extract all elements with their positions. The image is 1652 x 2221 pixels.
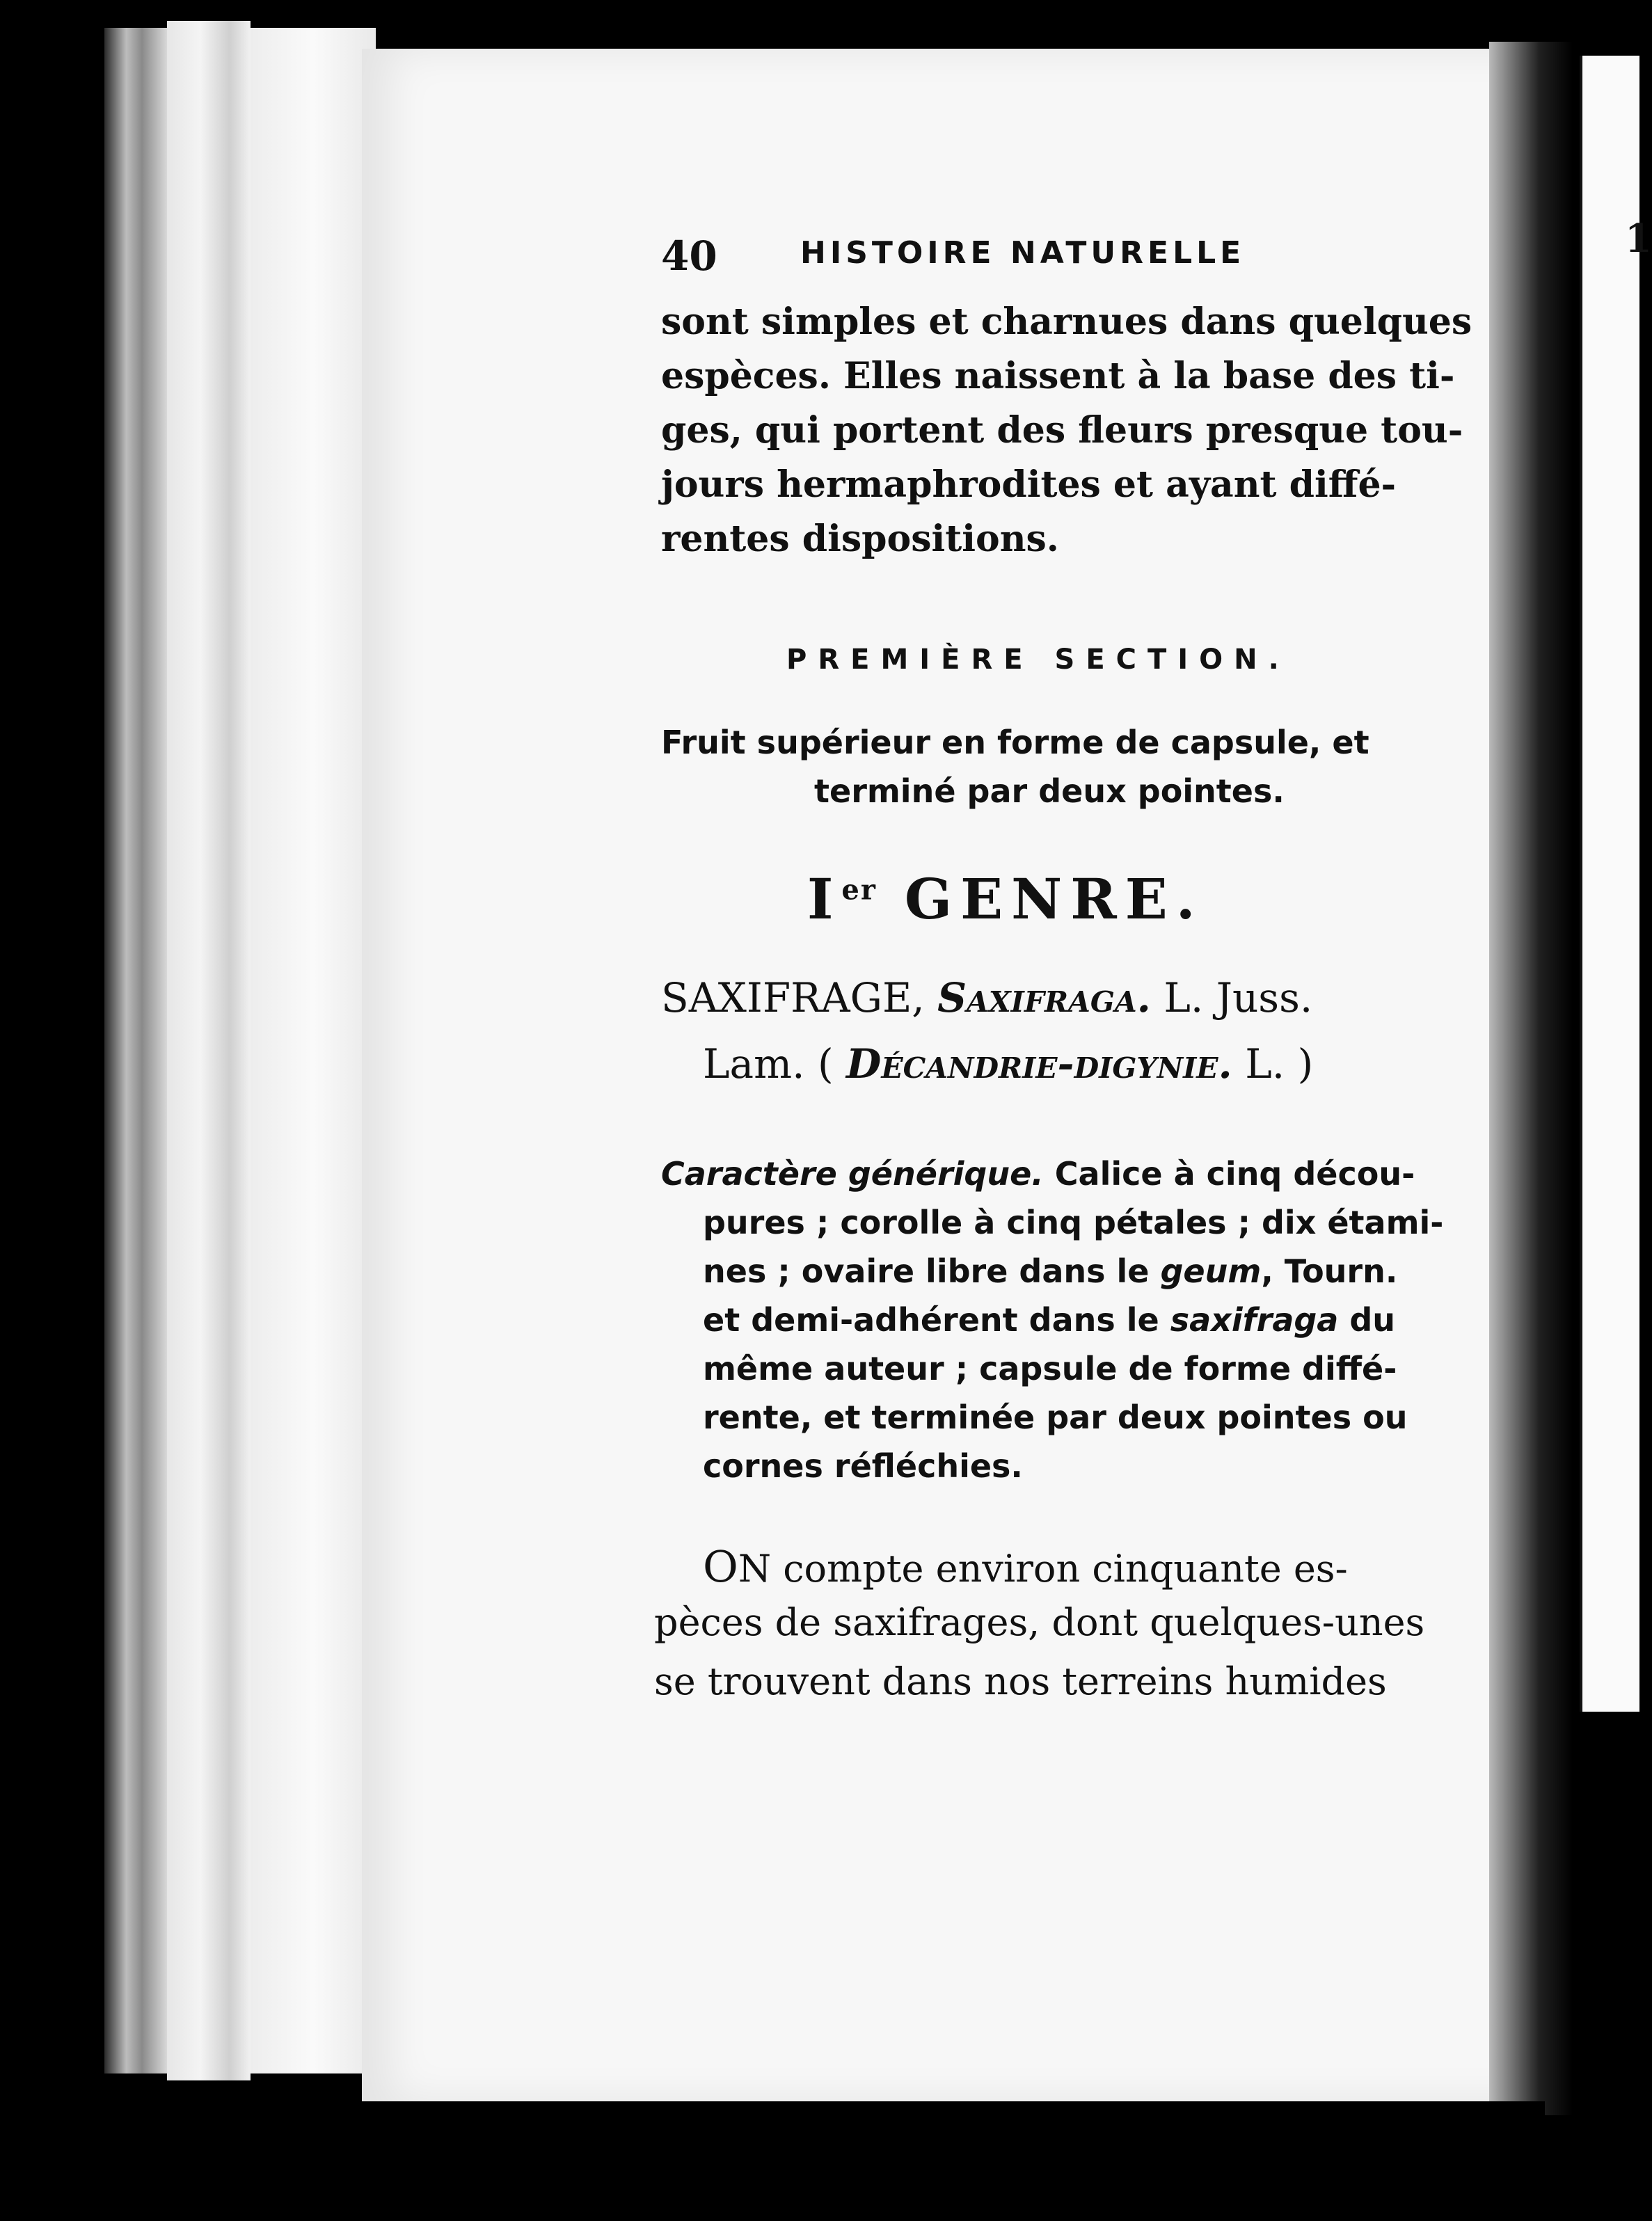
character-line bbox=[703, 1252, 1397, 1290]
book-gutter bbox=[1489, 42, 1573, 2115]
paragraph-line bbox=[703, 1541, 1348, 1592]
character-text: Calice à cinq décou- bbox=[1054, 1155, 1415, 1193]
character-text: nes ; ovaire libre dans le bbox=[703, 1252, 1150, 1290]
next-page-fragment: 1 bbox=[1625, 216, 1652, 262]
intro-line: espèces. Elles naissent à la base des ti- bbox=[661, 355, 1455, 397]
drop-cap: O bbox=[703, 1541, 738, 1592]
page-stack-edge bbox=[104, 28, 167, 2073]
genus-line bbox=[661, 974, 1312, 1021]
character-italic: geum bbox=[1160, 1252, 1262, 1290]
character-line bbox=[661, 1155, 1415, 1193]
intro-line: ges, qui portent des fleurs presque tou- bbox=[661, 409, 1463, 452]
running-title: HISTOIRE NATURELLE bbox=[800, 235, 1246, 271]
genus-authors: L. Juss. bbox=[1163, 974, 1313, 1021]
page-stack-edge bbox=[251, 28, 376, 2073]
genus-class-line bbox=[703, 1040, 1313, 1088]
intro-line: rentes dispositions. bbox=[661, 518, 1059, 560]
paragraph-text: N compte environ cinquante es- bbox=[738, 1547, 1348, 1591]
genre-word: GENRE. bbox=[904, 866, 1204, 932]
section-description: terminé par deux pointes. bbox=[814, 772, 1285, 810]
character-italic: saxifraga bbox=[1170, 1301, 1339, 1339]
paragraph-line: se trouvent dans nos terreins humides bbox=[654, 1659, 1387, 1703]
character-line: cornes réfléchies. bbox=[703, 1447, 1023, 1485]
genus-class: Décandrie-digynie. bbox=[846, 1040, 1232, 1088]
intro-line: sont simples et charnues dans quelques bbox=[661, 301, 1472, 343]
page-number: 40 bbox=[661, 232, 717, 280]
character-text: , Tourn. bbox=[1261, 1252, 1398, 1290]
section-description: Fruit supérieur en forme de capsule, et bbox=[661, 724, 1369, 761]
section-title: PREMIÈRE SECTION. bbox=[786, 644, 1290, 676]
character-label: Caractère générique. bbox=[661, 1155, 1044, 1193]
character-line: rente, et terminée par deux pointes ou bbox=[703, 1399, 1408, 1436]
character-line: même auteur ; capsule de forme diffé- bbox=[703, 1350, 1397, 1387]
intro-line: jours hermaphrodites et ayant diffé- bbox=[661, 463, 1397, 506]
genus-class-end: L. ) bbox=[1245, 1040, 1314, 1088]
character-text: du bbox=[1349, 1301, 1396, 1339]
genus-latin: Saxifraga. bbox=[937, 974, 1151, 1021]
genre-heading bbox=[807, 866, 1204, 932]
character-text: et demi-adhérent dans le bbox=[703, 1301, 1159, 1339]
next-page-sliver bbox=[1580, 56, 1639, 1712]
genre-ordinal: I bbox=[807, 866, 842, 932]
character-line: pures ; corolle à cinq pétales ; dix étami- bbox=[703, 1204, 1444, 1241]
genus-name: SAXIFRAGE, bbox=[661, 974, 925, 1021]
paragraph-line: pèces de saxifrages, dont quelques-unes bbox=[654, 1600, 1425, 1644]
character-line bbox=[703, 1301, 1395, 1339]
scan-border bbox=[362, 2101, 1545, 2221]
genus-lam: Lam. ( bbox=[703, 1040, 834, 1088]
genre-ordinal-suffix: er bbox=[841, 873, 877, 907]
page-stack-edge bbox=[167, 21, 251, 2080]
running-header bbox=[661, 230, 1447, 285]
